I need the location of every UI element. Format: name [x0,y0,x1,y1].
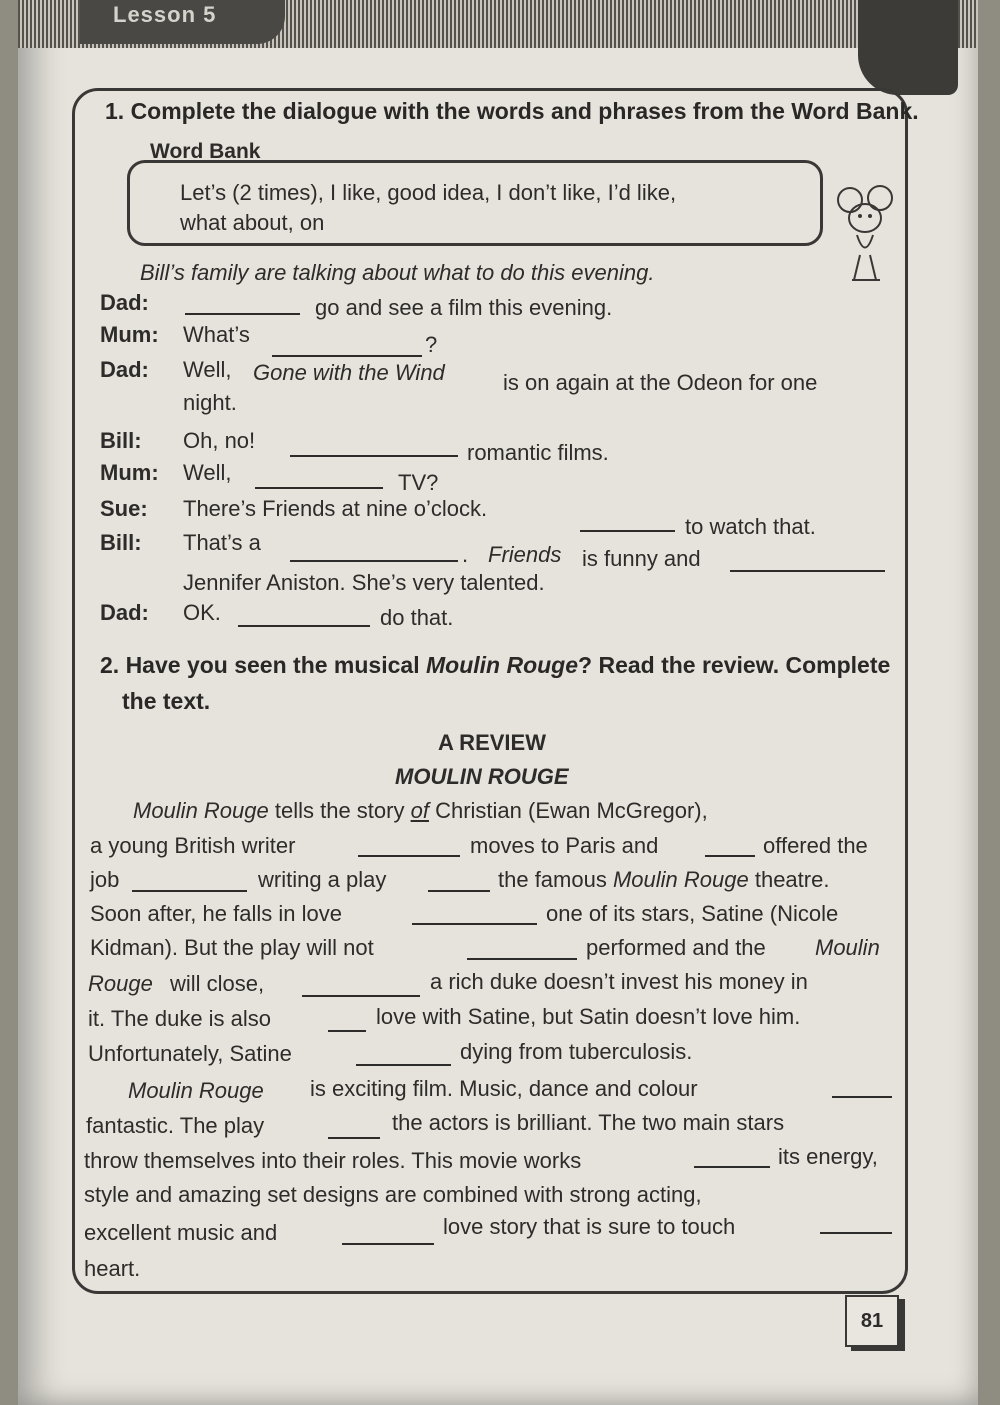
movie-title: Moulin Rouge [128,1078,264,1103]
review-text: a rich duke doesn’t invest his money in [430,969,808,994]
dialogue-text: go and see a film this evening. [315,295,613,320]
title-part: 2. Have you seen the musical [100,652,420,678]
dialogue-text: night. [183,390,237,415]
blank[interactable] [694,1166,770,1168]
title-musical: Moulin Rouge [425,652,579,678]
blank[interactable] [302,995,420,997]
dialogue-text: TV? [398,470,439,495]
blank[interactable] [832,1096,892,1098]
exercise1-title: 1. Complete the dialogue with the words and phrases from the Word Bank. [105,98,919,124]
review-text: writing a play [258,867,387,892]
film-title: Gone with the Wind [253,360,445,385]
review-text: offered the [763,833,868,858]
movie-title: Rouge [88,971,153,996]
show-title: Friends [488,542,562,567]
mouse-mascot-icon [832,180,902,290]
review-text: heart. [84,1256,141,1281]
review-text: fantastic. The play [86,1113,265,1138]
review-text: tells the story [274,798,405,823]
review-text: throw themselves into their roles. This movie works [84,1148,582,1173]
review-heading: A REVIEW [438,730,546,755]
review-line-end [498,867,829,893]
blank[interactable] [467,958,577,960]
blank[interactable] [356,1064,451,1066]
speaker-bill: Bill: [100,530,142,555]
blank[interactable] [328,1030,366,1032]
review-text: Soon after, he falls in love [90,901,342,926]
speaker-bill: Bill: [100,428,142,453]
review-text: its energy, [778,1144,878,1169]
dialogue-text: OK. [183,600,221,625]
review-subheading: MOULIN ROUGE [395,764,569,789]
dialogue-text: . [462,542,469,567]
blank[interactable] [358,855,460,857]
dialogue-text: That’s a [183,530,261,555]
blank[interactable] [185,313,300,315]
blank[interactable] [820,1232,892,1234]
review-text: performed and the [586,935,766,960]
page-number: 81 [845,1295,899,1347]
movie-title: Moulin Rouge [612,867,749,892]
dialogue-text: is on again at the Odeon for one [503,370,818,395]
review-text: Kidman). But the play will not [90,935,374,960]
review-text: it. The duke is also [88,1006,272,1031]
review-text: the famous [498,867,607,892]
blank[interactable] [290,560,458,562]
review-text: Unfortunately, Satine [88,1041,292,1066]
blank[interactable] [290,455,458,457]
lesson-title: Lesson 5 [113,2,217,27]
title-part: ? Read the review. Complete [578,652,891,678]
city-skyline-decoration [858,0,958,95]
blank[interactable] [328,1137,380,1139]
review-text: the actors is brilliant. The two main stars [392,1110,785,1135]
review-line [133,798,708,824]
blank[interactable] [730,570,885,572]
dialogue-text: Oh, no! [183,428,256,453]
blank[interactable] [255,487,383,489]
review-text: love story that is sure to touch [443,1214,736,1239]
dialogue-text: is funny and [582,546,701,571]
review-text: Christian (Ewan McGregor), [435,798,708,823]
blank[interactable] [412,923,537,925]
dialogue-intro: Bill’s family are talking about what to do this evening. [140,260,655,285]
blank[interactable] [238,625,370,627]
dialogue-text: Jennifer Aniston. She’s very talented. [183,570,545,595]
dialogue-text: to watch that. [685,514,816,539]
word-bank-line2: what about, on [180,210,325,235]
exercise2-title-b: the text. [122,688,211,714]
blank[interactable] [705,855,755,857]
dialogue-text: romantic films. [467,440,609,465]
review-text: one of its stars, Satine (Nicole [546,901,839,926]
review-text: is exciting film. Music, dance and colour [310,1076,698,1101]
review-text: a young British writer [90,833,296,858]
word-bank-line1: Let’s (2 times), I like, good idea, I don’t like, I’d like, [180,180,677,205]
speaker-mum: Mum: [100,322,159,347]
blank[interactable] [580,530,675,532]
speaker-sue: Sue: [100,496,148,521]
dialogue-text: Well, [183,357,232,382]
review-text: will close, [170,971,265,996]
blank[interactable] [132,890,247,892]
word-bank-label: Word Bank [150,140,261,163]
exercise2-title-a [100,652,890,679]
dialogue-text: There’s Friends at nine o’clock. [183,496,488,521]
speaker-dad: Dad: [100,357,149,382]
speaker-dad: Dad: [100,290,149,315]
dialogue-text: do that. [380,605,454,630]
blank[interactable] [342,1243,434,1245]
movie-title: Moulin Rouge [133,798,269,823]
speaker-mum: Mum: [100,460,159,485]
blank[interactable] [272,355,422,357]
blank[interactable] [428,890,490,892]
movie-title: Moulin [815,935,880,960]
review-text: style and amazing set designs are combined with strong acting, [84,1182,702,1207]
speaker-dad: Dad: [100,600,149,625]
filled-answer: of [410,798,429,823]
review-text: excellent music and [84,1220,278,1245]
dialogue-text: What’s [183,322,250,347]
review-text: theatre. [754,867,830,892]
review-text: job [90,867,120,892]
review-text: dying from tuberculosis. [460,1039,693,1064]
dialogue-text: Well, [183,460,232,485]
review-text: moves to Paris and [470,833,659,858]
review-text: love with Satine, but Satin doesn’t love him. [376,1004,801,1029]
dialogue-text: ? [425,332,438,357]
